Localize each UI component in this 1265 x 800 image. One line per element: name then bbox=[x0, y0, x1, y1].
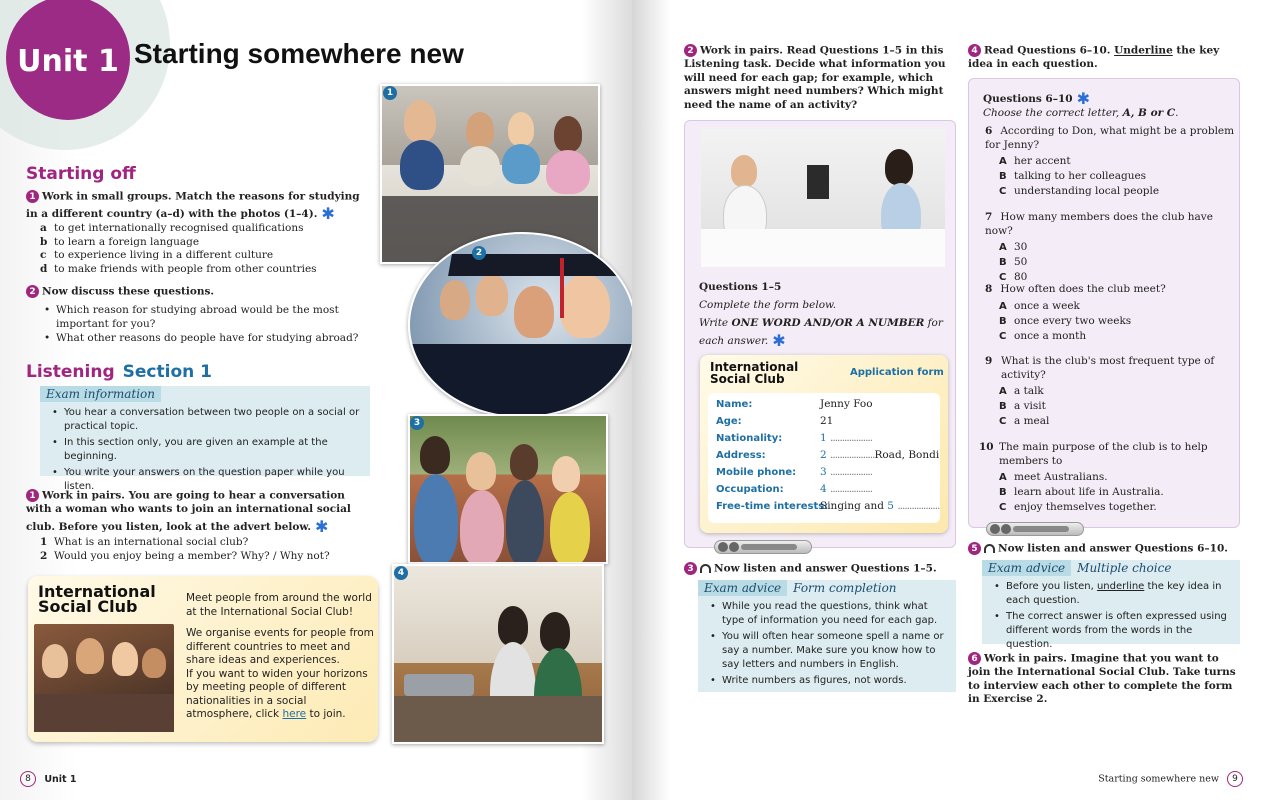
audio-progress-bar[interactable] bbox=[741, 544, 797, 550]
list-item: • You hear a conversation between two people on a social or practical topic. bbox=[48, 406, 362, 434]
exam-advice-tag: Exam advice bbox=[982, 560, 1071, 576]
stop-icon[interactable] bbox=[1001, 524, 1011, 534]
page-number: 9 bbox=[1227, 771, 1243, 787]
form-fields bbox=[708, 393, 940, 523]
page-number: 8 bbox=[20, 771, 36, 787]
ex2-instruction-right: 2 Work in pairs. Read Questions 1–5 in this Listening task. Decide what information you will need for each gap; for example, which answers might need numbers? Which might need the name of an activity? bbox=[684, 44, 946, 111]
ex3-instruction: 3 Now listen and answer Questions 1–5. bbox=[684, 562, 937, 576]
form-title: Application form bbox=[850, 367, 944, 378]
list-item: • In this section only, you are given an example at the beginning. bbox=[48, 436, 362, 464]
audio-player[interactable] bbox=[986, 522, 1084, 536]
exam-advice-multiple-choice: Exam advice Multiple choice • Before you listen, underline the key idea in each question. • The correct answer is often expressed using different words from the words in the question. bbox=[982, 560, 1240, 644]
photo-graduates bbox=[408, 232, 632, 418]
listening-ex1-instruction: 1 Work in pairs. You are going to hear a conversation with a woman who wants to join an international social club. Before you listen, look at the advert below. ✱ bbox=[26, 489, 351, 536]
audio-player[interactable] bbox=[714, 540, 812, 554]
form-gap[interactable]: 3 .................. bbox=[820, 466, 873, 478]
star-icon: ✱ bbox=[321, 204, 335, 223]
question-10: 10 The main purpose of the club is to help members to A meet Australians. B learn about life in Australia. C enjoy themselves together. bbox=[979, 441, 1235, 513]
list-item: b to learn a foreign language bbox=[40, 235, 200, 248]
list-item: • The correct answer is often expressed using different words from the words in the question. bbox=[990, 610, 1232, 652]
unit-badge: Unit 1 bbox=[6, 0, 130, 120]
photo-number-badge: 4 bbox=[394, 566, 408, 580]
answer-option[interactable]: A meet Australians. bbox=[999, 471, 1108, 483]
photo-friends bbox=[408, 414, 608, 564]
ex4-instruction: 4 Read Questions 6–10. Underline the key idea in each question. bbox=[968, 44, 1220, 70]
photo-number-badge: 1 bbox=[383, 86, 397, 100]
left-footer: 8 Unit 1 bbox=[20, 771, 77, 787]
star-icon: ✱ bbox=[315, 516, 329, 536]
ex6-instruction: 6 Work in pairs. Imagine that you want to join the International Social Club. Take turns to interview each other to complete the form in Exercise 2. bbox=[968, 652, 1236, 705]
answer-option[interactable]: B a visit bbox=[999, 400, 1046, 412]
question-9: 9 What is the club's most frequent type of activity? A a talk B a visit C a meal bbox=[985, 355, 1235, 427]
form-label: Nationality: bbox=[716, 433, 783, 444]
form-gap[interactable]: 1 .................. bbox=[820, 432, 873, 444]
listening-heading: Listening Section 1 bbox=[26, 362, 212, 382]
stop-icon[interactable] bbox=[729, 542, 739, 552]
list-item: 1 What is an international social club? bbox=[40, 536, 249, 548]
question-6: 6 According to Don, what might be a problem for Jenny? A her accent B talking to her colleagues C understanding local people bbox=[985, 125, 1235, 197]
join-link[interactable]: here bbox=[282, 708, 307, 720]
answer-option[interactable]: A 30 bbox=[999, 241, 1028, 253]
advert-text: Meet people from around the world at the International Social Club! We organise events for people from different countries to meet and share ideas and experiences. If you want to widen your horizons by meeting people of different nationalities in a social atmosphere, click here to join. bbox=[186, 592, 374, 720]
list-item: • You write your answers on the question paper while you listen. bbox=[48, 466, 362, 494]
list-item: • Which reason for studying abroad would be the most important for you? bbox=[42, 304, 372, 331]
questions-1-5-card bbox=[684, 120, 956, 548]
headphones-icon bbox=[984, 544, 995, 553]
ex5-instruction: 5 Now listen and answer Questions 6–10. bbox=[968, 542, 1228, 556]
form-label: Occupation: bbox=[716, 484, 784, 495]
questions-1-5-line1: Complete the form below. bbox=[699, 299, 837, 311]
audio-progress-bar[interactable] bbox=[1013, 526, 1069, 532]
form-gap[interactable]: 4 .................. bbox=[820, 483, 873, 495]
star-icon: ✱ bbox=[1076, 89, 1090, 108]
club-advert bbox=[28, 576, 378, 742]
right-page bbox=[632, 0, 1265, 800]
answer-option[interactable]: B talking to her colleagues bbox=[999, 170, 1147, 182]
answer-option[interactable]: B 50 bbox=[999, 256, 1028, 268]
listening-ex1-items bbox=[40, 536, 370, 563]
answer-option[interactable]: C a meal bbox=[999, 415, 1050, 427]
starting-off-heading: Starting off bbox=[26, 164, 136, 184]
form-label: Free-time interests: bbox=[716, 501, 829, 512]
ex1-instruction: 1 Work in small groups. Match the reasons for studying in a different country (a–d) with the photos (1–4). ✱ bbox=[26, 190, 360, 223]
left-page bbox=[0, 0, 632, 800]
exam-information-tag: Exam information bbox=[40, 386, 161, 402]
club-logo: International Social Club bbox=[38, 582, 156, 616]
form-label: Age: bbox=[716, 416, 742, 427]
photo-cooking bbox=[392, 564, 604, 744]
exam-advice-form-completion: Exam advice Form completion • While you read the questions, think what type of information you need for each gap. • You will often hear someone spell a name or say a number. Make sure you know how to say letters and numbers in English. • Write numbers as figures, not words. bbox=[698, 580, 956, 692]
form-value: 21 bbox=[820, 415, 834, 427]
questions-6-10-card bbox=[968, 78, 1240, 528]
exam-advice-tag: Exam advice bbox=[698, 580, 787, 596]
photo-number-badge: 3 bbox=[410, 416, 424, 430]
answer-option[interactable]: C understanding local people bbox=[999, 185, 1160, 197]
ex2-instruction: 2 Now discuss these questions. bbox=[26, 285, 366, 299]
list-item: • Write numbers as figures, not words. bbox=[706, 674, 948, 688]
answer-option[interactable]: B once every two weeks bbox=[999, 314, 1132, 327]
unit-title: Starting somewhere new bbox=[134, 38, 464, 69]
application-form bbox=[700, 355, 948, 533]
photo-interview bbox=[701, 129, 945, 267]
form-value: Jenny Foo bbox=[820, 398, 873, 410]
form-label: Mobile phone: bbox=[716, 467, 797, 478]
list-item: • Before you listen, underline the key idea in each question. bbox=[990, 580, 1232, 608]
ex2-bullets bbox=[42, 304, 372, 347]
photo-number-badge: 2 bbox=[472, 246, 486, 260]
questions-1-5-line2: Write ONE WORD AND/OR A NUMBER for each answer. ✱ bbox=[699, 317, 943, 350]
right-footer: Starting somewhere new 9 bbox=[1098, 771, 1243, 787]
list-item: a to get internationally recognised qualifications bbox=[40, 222, 304, 234]
answer-option[interactable]: B learn about life in Australia. bbox=[999, 486, 1164, 498]
list-item: 2 Would you enjoy being a member? Why? / Why not? bbox=[40, 549, 330, 562]
headphones-icon bbox=[700, 564, 711, 573]
question-8: 8 How often does the club meet? A once a week B once every two weeks C once a month bbox=[985, 283, 1235, 342]
play-icon[interactable] bbox=[990, 524, 1000, 534]
exam-information-box bbox=[40, 386, 370, 492]
answer-option[interactable]: A once a week bbox=[999, 299, 1080, 312]
play-icon[interactable] bbox=[718, 542, 728, 552]
club-photo bbox=[34, 624, 174, 732]
answer-option[interactable]: C enjoy themselves together. bbox=[999, 501, 1157, 513]
list-item: c to experience living in a different culture bbox=[40, 249, 274, 261]
form-gap[interactable]: Singing and 5 .................. bbox=[820, 500, 940, 512]
questions-6-10-instruction: Choose the correct letter, A, B or C. bbox=[983, 107, 1179, 119]
questions-1-5-title: Questions 1–5 bbox=[699, 281, 782, 293]
list-item: • While you read the questions, think what type of information you need for each gap. bbox=[706, 600, 948, 628]
form-gap[interactable]: 2 ...................Road, Bondi bbox=[820, 449, 940, 461]
form-label: Address: bbox=[716, 450, 766, 461]
list-item: • What other reasons do people have for studying abroad? bbox=[42, 332, 372, 346]
star-icon: ✱ bbox=[772, 330, 786, 350]
form-label: Name: bbox=[716, 399, 753, 410]
club-logo: International Social Club bbox=[710, 360, 799, 386]
questions-6-10-title: Questions 6–10 ✱ bbox=[983, 89, 1090, 108]
answer-option[interactable]: A her accent bbox=[999, 155, 1071, 167]
answer-option[interactable]: C 80 bbox=[999, 271, 1028, 283]
answer-option[interactable]: C once a month bbox=[999, 329, 1087, 342]
list-item: • You will often hear someone spell a name or say a number. Make sure you know how to say letters and numbers in English. bbox=[706, 630, 948, 672]
answer-option[interactable]: A a talk bbox=[999, 385, 1044, 397]
ex1-items bbox=[40, 222, 370, 276]
question-7: 7 How many members does the club have now? A 30 B 50 C 80 bbox=[985, 211, 1235, 283]
list-item: d to make friends with people from other countries bbox=[40, 262, 317, 275]
